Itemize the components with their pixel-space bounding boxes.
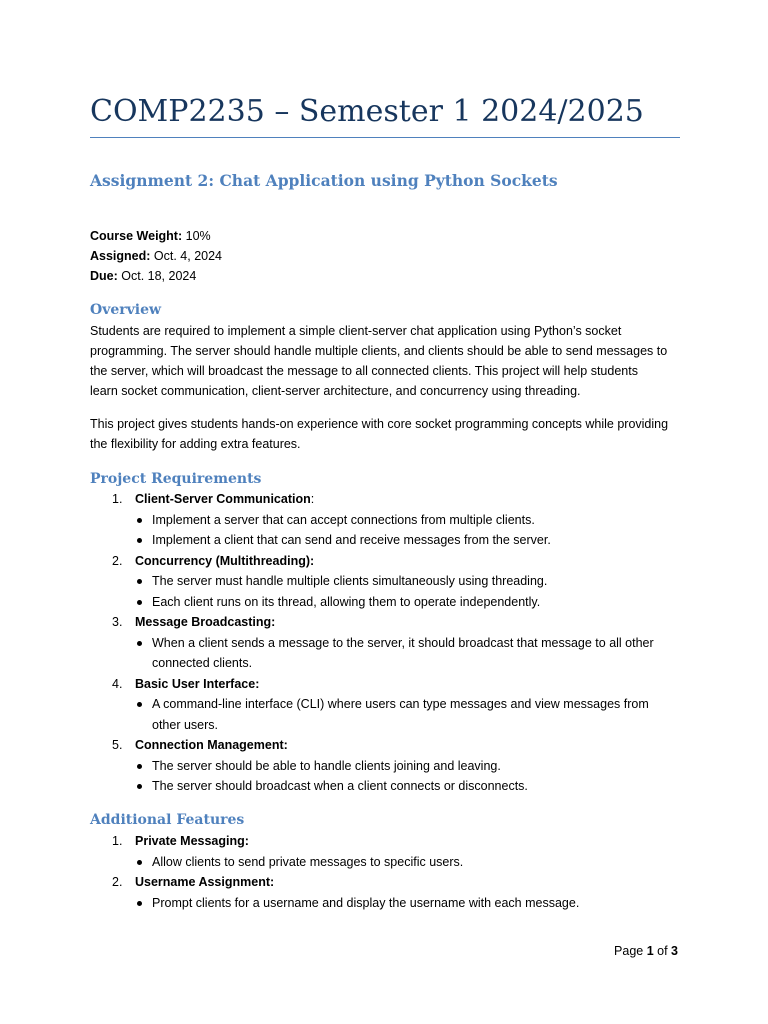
item-number: 4. (112, 676, 123, 691)
bullet-item (135, 756, 680, 777)
bullet-item (135, 694, 680, 735)
course-weight-line (90, 226, 222, 246)
text-line: This project gives students hands-on experience with core socket programming concepts while providing (90, 417, 669, 431)
list-item (90, 489, 680, 551)
item-title: Basic User Interface: (135, 676, 260, 691)
assigned-value: Oct. 4, 2024 (150, 249, 223, 263)
item-number: 5. (112, 738, 123, 752)
item-title: Username Assignment: (135, 875, 275, 889)
due-label: Due: (90, 269, 118, 283)
requirements-list (90, 489, 680, 797)
overview-heading: Overview (90, 302, 162, 318)
bullet-text: Implement a client that can send and receive messages from the server. (152, 533, 551, 547)
bullet-dot-icon (137, 600, 142, 605)
bullet-text: The server must handle multiple clients simultaneously using threading. (152, 574, 548, 588)
page-current: 1 (646, 944, 654, 958)
bullet-text: The server should be able to handle clients joining and leaving. (152, 758, 501, 773)
list-item (90, 674, 680, 736)
bullet-text: Implement a server that can accept connections from multiple clients. (152, 512, 535, 527)
text-line: Students are required to implement a simple client-server chat application using Python’s socket (90, 324, 622, 338)
item-title: Client-Server Communication (135, 492, 311, 506)
text-line: programming. The server should handle multiple clients, and clients should be able to send messages to (90, 344, 668, 358)
item-title: Message Broadcasting: (135, 615, 276, 629)
list-item (90, 551, 680, 613)
bullet-item (135, 592, 680, 613)
page-of: of (653, 944, 672, 958)
bullet-dot-icon (137, 901, 142, 906)
bullet-dot-icon (137, 641, 142, 646)
list-item (90, 872, 680, 913)
additional-features-list (90, 831, 680, 913)
item-number: 3. (112, 615, 123, 629)
bullet-item (135, 852, 680, 873)
bullet-text: A command-line interface (CLI) where users can type messages and view messages from (152, 697, 649, 711)
text-line: the server, which will broadcast the message to all connected clients. This project will help students (90, 364, 638, 378)
bullet-dot-icon (137, 702, 142, 707)
bullet-item (135, 571, 680, 592)
item-title: Connection Management: (135, 738, 288, 752)
item-title: Private Messaging: (135, 834, 249, 848)
overview-paragraph-2 (90, 414, 680, 454)
bullet-item (135, 893, 680, 914)
course-weight-label: Course Weight: (90, 229, 183, 243)
text-line: the flexibility for adding extra features. (90, 437, 301, 451)
bullet-text: The server should broadcast when a client connects or disconnects. (152, 779, 528, 793)
page-title: COMP2235 – Semester 1 2024/2025 (90, 94, 644, 129)
assignment-subtitle: Assignment 2: Chat Application using Python Sockets (90, 171, 558, 190)
page-prefix: Page (614, 944, 647, 958)
bullet-dot-icon (137, 579, 142, 584)
bullet-item (135, 530, 680, 551)
item-number: 1. (112, 834, 123, 848)
page-number (614, 941, 678, 961)
page-total: 3 (671, 944, 678, 958)
additional-features-heading: Additional Features (90, 812, 245, 828)
bullet-text-continued: connected clients. (152, 656, 253, 670)
bullet-dot-icon (137, 784, 142, 789)
item-number: 2. (112, 875, 123, 889)
item-number: 2. (112, 553, 123, 568)
list-item (90, 612, 680, 674)
requirements-heading: Project Requirements (90, 471, 262, 487)
assigned-label: Assigned: (90, 249, 151, 263)
bullet-text: Allow clients to send private messages to specific users. (152, 854, 464, 869)
bullet-text: Each client runs on its thread, allowing them to operate independently. (152, 594, 541, 609)
list-item (90, 831, 680, 872)
bullet-text: When a client sends a message to the server, it should broadcast that message to all other (152, 635, 654, 650)
bullet-dot-icon (137, 764, 142, 769)
due-value: Oct. 18, 2024 (117, 269, 197, 283)
bullet-item (135, 633, 680, 674)
bullet-text: Prompt clients for a username and display the username with each message. (152, 895, 580, 910)
bullet-dot-icon (137, 538, 142, 543)
item-title: Concurrency (Multithreading): (135, 553, 315, 568)
assignment-meta (90, 226, 222, 286)
title-underline (90, 137, 680, 138)
due-line (90, 266, 222, 286)
bullet-item (135, 510, 680, 531)
assigned-line (90, 246, 222, 266)
bullet-dot-icon (137, 860, 142, 865)
course-weight-value: 10% (182, 229, 211, 243)
list-item (90, 735, 680, 797)
text-line: learn socket communication, client-server architecture, and concurrency using threading. (90, 384, 581, 398)
item-title-suffix: : (310, 492, 315, 506)
item-number: 1. (112, 492, 123, 506)
bullet-item (135, 776, 680, 797)
overview-paragraph-1 (90, 321, 680, 401)
bullet-text-continued: other users. (152, 717, 219, 732)
bullet-dot-icon (137, 518, 142, 523)
